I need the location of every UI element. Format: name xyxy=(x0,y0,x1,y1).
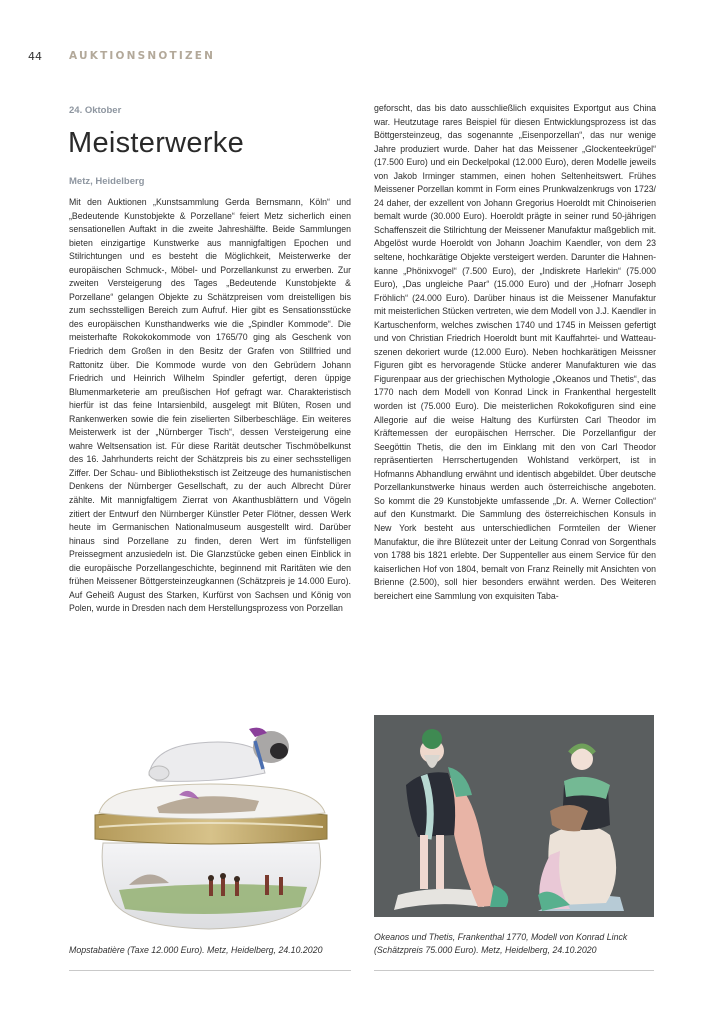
caption-divider xyxy=(374,970,654,971)
caption-divider xyxy=(69,970,351,971)
section-title: AUKTIONSNOTIZEN xyxy=(69,50,216,62)
figure-caption-snuffbox: Mopstabatière (Taxe 12.000 Euro). Metz, Heidelberg, 24.10.2020 xyxy=(69,945,323,955)
figure-caption-figurines: Okeanos und Thetis, Frankenthal 1770, Modell von Konrad Linck (Schätzpreis 75.000 Euro). Metz, Heidelberg, 24.10.2020 xyxy=(374,932,628,955)
body-text-right: geforscht, das bis dato ausschließlich exquisites Exportgut aus China war. Heutzutage rares Beispiel für diesen Entwicklungsprozess ist das Böttgersteinzeug, das sogenannte „Eisenporzellan“, das nur wenige Jahre produziert wurde. Daher hat das Meissener „Glockenteekrügel“ (17.500 Euro) und ein Deckelpokal (12.000 Euro), deren Modelle jeweils von Jakob Irminger stammen, einen hohen Seltenheitswert. Frühes Meissener Porzellan kommt in Form eines Prunkwalzenkrugs von 1723/ 24 daher, der exzellent von Johann Gregorius Hoeroldt mit Chinoiserien bemalt wurde (30.000 Euro). Hoeroldt prägte in seiner rund 50-jährigen Schaffenszeit die Stilrichtung der Meissener Manufaktur maßgeblich mit. Abgelöst wurde Hoeroldt von Johann Joachim Kaendler, von dem 23 seltene, hochkarätige Objekte versteigert werden. Darunter die Hahnenkanne „Phönixvogel“ (7.500 Euro), der „Indiskrete Harlekin“ (75.000 Euro), „Das ungleiche Paar“ (15.000 Euro) und der „Hofnarr Joseph Fröhlich“ (24.000 Euro). Darüber hinaus ist die Meissener Manufaktur mit meisterlichen Stücken vertreten, wie dem Modell von J.J. Kaendler in Kartuschenform, welches zwischen 1740 und 1745 in Meissen gefertigt und von Christian Friedrich Hoeroldt bunt mit Kauffahrtei- und Watteauszenen dekoriert wurde (12.000 Euro). Neben hochkarätigen Meissner Figuren gibt es hervoragende Stücke anderer Manufakturen wie das Figurenpaar aus der griechischen Mythologie „Okeanos und Thetis“, das 1770 nach dem Modell von Konrad Linck in Frankenthal hergestellt worden ist (75.000 Euro). Die meisterlichen Rokokofiguren sind eine Allegorie auf die weise Haltung des Kurfürsten Carl Theodor im Kräftemessen der europäischen Herrscher. Die Porzellanfigur der Seegöttin Thetis, die den im Einklang mit den von Carl Theodor repräsentierten Herrschertugenden Wohlstand verkörpert, ist in Hofmanns Abhandlung erwähnt und identisch abgebildet. Über deutsche Porzellankunstwerke hinaus werden auch österreichische angeboten. So kommt die 29 Kunstobjekte umfassende „Dr. A. Werner Collection“ auf den Kunstmarkt. Die Sammlung des österreichischen Konsuls in New York besteht aus unterschiedlichen Formteilen der Wiener Manufaktur, die ihre Blütezeit unter der Leitung Conrad von Sorgenthals von 1788 bis 1821 erlebte. Der Suppenteller aus einem Service für den kaiserlichen Hof von 1804, bemalt von Franz Reinelly mit Ansichten von Brienne (2.500), soll hier besonders erwähnt werden. Des Weiteren bereichert eine Sammlung von exquisiten Taba- xyxy=(374,103,656,601)
article-title: Meisterwerke xyxy=(68,127,245,159)
article-column-right xyxy=(374,102,656,603)
pug-snuffbox-illustration xyxy=(69,715,351,940)
pug-snuffbox-photo xyxy=(69,715,351,940)
article-date: 24. Oktober xyxy=(69,105,122,116)
article-location: Metz, Heidelberg xyxy=(69,176,145,187)
figurines-illustration xyxy=(374,715,654,917)
body-text-left: Mit den Auktionen „Kunstsammlung Gerda Bernsmann, Köln“ und „Bedeutende Kunstobjekte & Porzellane“ feiert Metz sicherlich einen sensationellen Auftakt in die zweite Jahreshälfte. Beide Sammlungen bieten einzigartige Kunstwerke aus mannigfaltigen Epochen und Stilrichtungen und es besteht die Möglichkeit, Meisterwerke der europäischen Schmuck-, Möbel- und Porzellankunst zu erwerben. Zur zweiten Versteigerung des Tages „Bedeutende Kunstobjekte & Porzellane“ gelangen Objekte zu Schätzpreisen vom dreistelligen bis zum sechsstelligen Bereich zum Aufruf. Hier gibt es Sensationsstücke des europäischen Kunsthandwerks wie die „Spindler Kommode“. Die meisterhafte Rokokokommode von 1765/70 ging als Geschenk von Friedrich dem Großen in den Besitz der Grafen von Stillfried und Rattonitz über. Die Kommode wurde von den Gebrüdern Johann Friedrich und Heinrich Wilhelm Spindler gefertigt, deren üppige Blumenmarketerie am preußischen Hof gefragt war. Charakteristisch hierfür ist das feine Intarsienbild, ausgelegt mit Blüten, Rosen und Rankenwerken sowie die fein ziselierten Silberbeschläge. Ein weiteres Meisterwerk ist der „Nürnberger Tisch“, dessen Versteigerung eine wahre Weltsensation ist. Für diese Rarität deutscher Tischmöbelkunst des 16. Jahrhunderts reicht der Schätzpreis bis zu einer sechsstelligen Ziffer. Der Schau- und Bibliothekstisch ist Zeitzeuge des humanistischen Denkens der Nürnberger Gesellschaft, zu der auch Albrecht Dürer zählte. Mit mannigfaltigem Zierrat von Akanthusblättern und Vögeln zitiert der Entwurf den Nürnberger Künstler Peter Flötner, dessen Werk heute im Germanischen Nationalmuseum ausgestellt wird. Darüber hinaus sind Porzellane zu finden, deren Wert im fünfstelligen Preissegment anzusiedeln ist. Die Glanzstücke geben einen Einblick in die europäische Porzellangeschichte, beginnend mit Raritäten wie den frühen Meissener Böttgersteinzeugkannen (Schätzpreis je 14.000 Euro). Auf Geheiß August des Starken, Kurfürst von Sachsen und König von Polen, wurde in Dresden nach dem Herstellungsprozess von Porzellan xyxy=(69,197,351,614)
okeanos-thetis-figurines-photo xyxy=(374,715,654,917)
article-column-left xyxy=(69,196,351,616)
page-number: 44 xyxy=(28,50,42,63)
